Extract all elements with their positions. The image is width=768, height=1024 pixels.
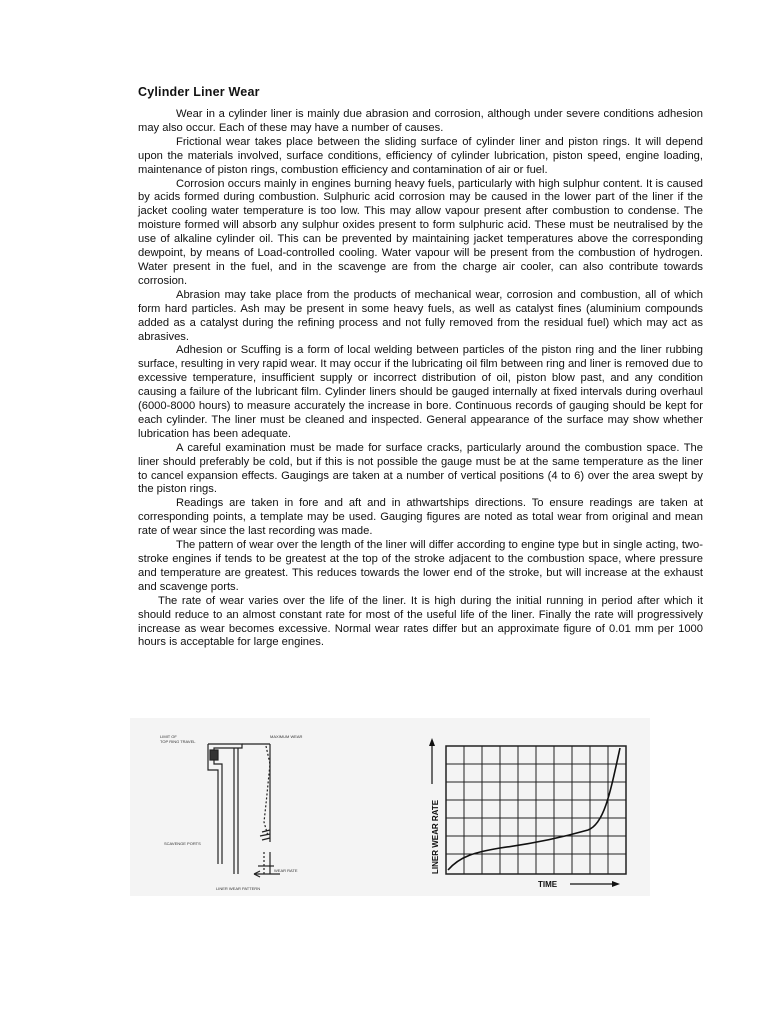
label-top-ring-travel: TOP RING TRAVEL (160, 739, 196, 744)
paragraph-examination: A careful examination must be made for surface cracks, particularly around the combustion space. The liner should preferably be cold, but if this is not possible the gauge must be at the same temperature as the liner to cancel expansion effects. Gaugings are taken at a number of vertical positions (4 to 6) over the area swept by the piston rings. (138, 441, 703, 496)
paragraph-readings: Readings are taken in fore and aft and in athwartships directions. To ensure readings are taken at corresponding points, a template may be used. Gauging figures are noted as total wear from original and mean rate of wear since the last recording was made. (138, 497, 703, 538)
paragraph-adhesion: Adhesion or Scuffing is a form of local welding between particles of the piston ring and the liner rubbing surface, resulting in very rapid wear. It may occur if the lubricating oil film between ring and liner is removed due to excessive temperature, insufficient supply or incorrect distribution of oil, piston blow past, and any condition causing a failure of the lubricant film. Cylinder liners should be gauged internally at fixed intervals during overhaul (6000-8000 hours) to measure accurately the increase in bore. Continuous records of gauging should be kept for each cylinder. The liner must be cleaned and inspected. General appearance of the surface may show whether lubrication has been adequate. (138, 344, 703, 440)
label-limit-of: LIMIT OF (160, 734, 177, 739)
label-wear-rate: WEAR RATE (274, 868, 298, 873)
figures-panel (130, 718, 650, 896)
paragraph-frictional-wear: Frictional wear takes place between the sliding surface of cylinder liner and piston rings. It will depend upon the materials involved, surface conditions, efficiency of cylinder lubrication, piston speed, engine loading, maintenance of piston rings, combustion efficiency and contamination of air or fuel. (138, 135, 703, 176)
y-axis-label: LINER WEAR RATE (431, 799, 440, 874)
label-scavenge-ports: SCAVENGE PORTS (164, 841, 201, 846)
wear-profile-line (264, 746, 270, 836)
y-axis-arrow (429, 738, 435, 746)
figure-caption: LINER WEAR PATTERN (216, 886, 261, 891)
paragraph-wear-pattern: The pattern of wear over the length of the liner will differ according to engine type but in single acting, two-stroke engines if tends to be greatest at the top of the stroke adjacent to the combustion space, where pressure and temperature are greatest. This reduces towards the lower end of the stroke, but will increase at the exhaust and scavenge ports. (138, 539, 703, 593)
paragraph-intro: Wear in a cylinder liner is mainly due abrasion and corrosion, although under severe conditions adhesion may also occur. Each of these may have a number of causes. (138, 108, 703, 134)
liner-wear-pattern-figure (142, 724, 342, 894)
paragraph-corrosion: Corrosion occurs mainly in engines burning heavy fuels, particularly with high sulphur content. It is caused by acids formed during combustion. Sulphuric acid corrosion may be caused in the lower part of the liner if the jacket cooling water temperature is too low. This may allow vapour present after combustion to condense. The moisture formed will absorb any sulphur oxides present to form sulphuric acid. These must be neutralised by the use of alkaline cylinder oil. This can be prevented by maintaining jacket temperatures above the corresponding dewpoint, by means of Load-controlled cooling. Water vapour will be present from the combustion of hydrogen. Water present in the fuel, and in the scavenge are from the charge air cooler, can also contribute towards corrosion. (138, 177, 703, 287)
document-page (138, 85, 703, 650)
wear-rate-curve (448, 748, 620, 870)
wear-rate-graph (420, 724, 650, 894)
page-title: Cylinder Liner Wear (138, 85, 260, 99)
paragraph-wear-rate: The rate of wear varies over the life of the liner. It is high during the initial running in period after which it should reduce to an almost constant rate for most of the useful life of the liner. Finally the rate will progressively increase as wear becomes excessive. Normal wear rates differ but an approximate figure of 0.01 mm per 1000 hours is acceptable for large engines. (138, 594, 703, 649)
x-axis-arrow (612, 881, 620, 887)
x-axis-label: TIME (538, 880, 558, 889)
liner-outline (208, 744, 242, 864)
body-text (138, 108, 703, 650)
label-maximum-wear: MAXIMUM WEAR (270, 734, 303, 739)
paragraph-abrasion: Abrasion may take place from the products of mechanical wear, corrosion and combustion, all of which form hard particles. Ash may be present in some heavy fuels, as well as catalyst fines (aluminium compounds added as a catalyst during the refining process and not fully removed from the residual fuel) which may act as abrasives. (138, 288, 703, 343)
